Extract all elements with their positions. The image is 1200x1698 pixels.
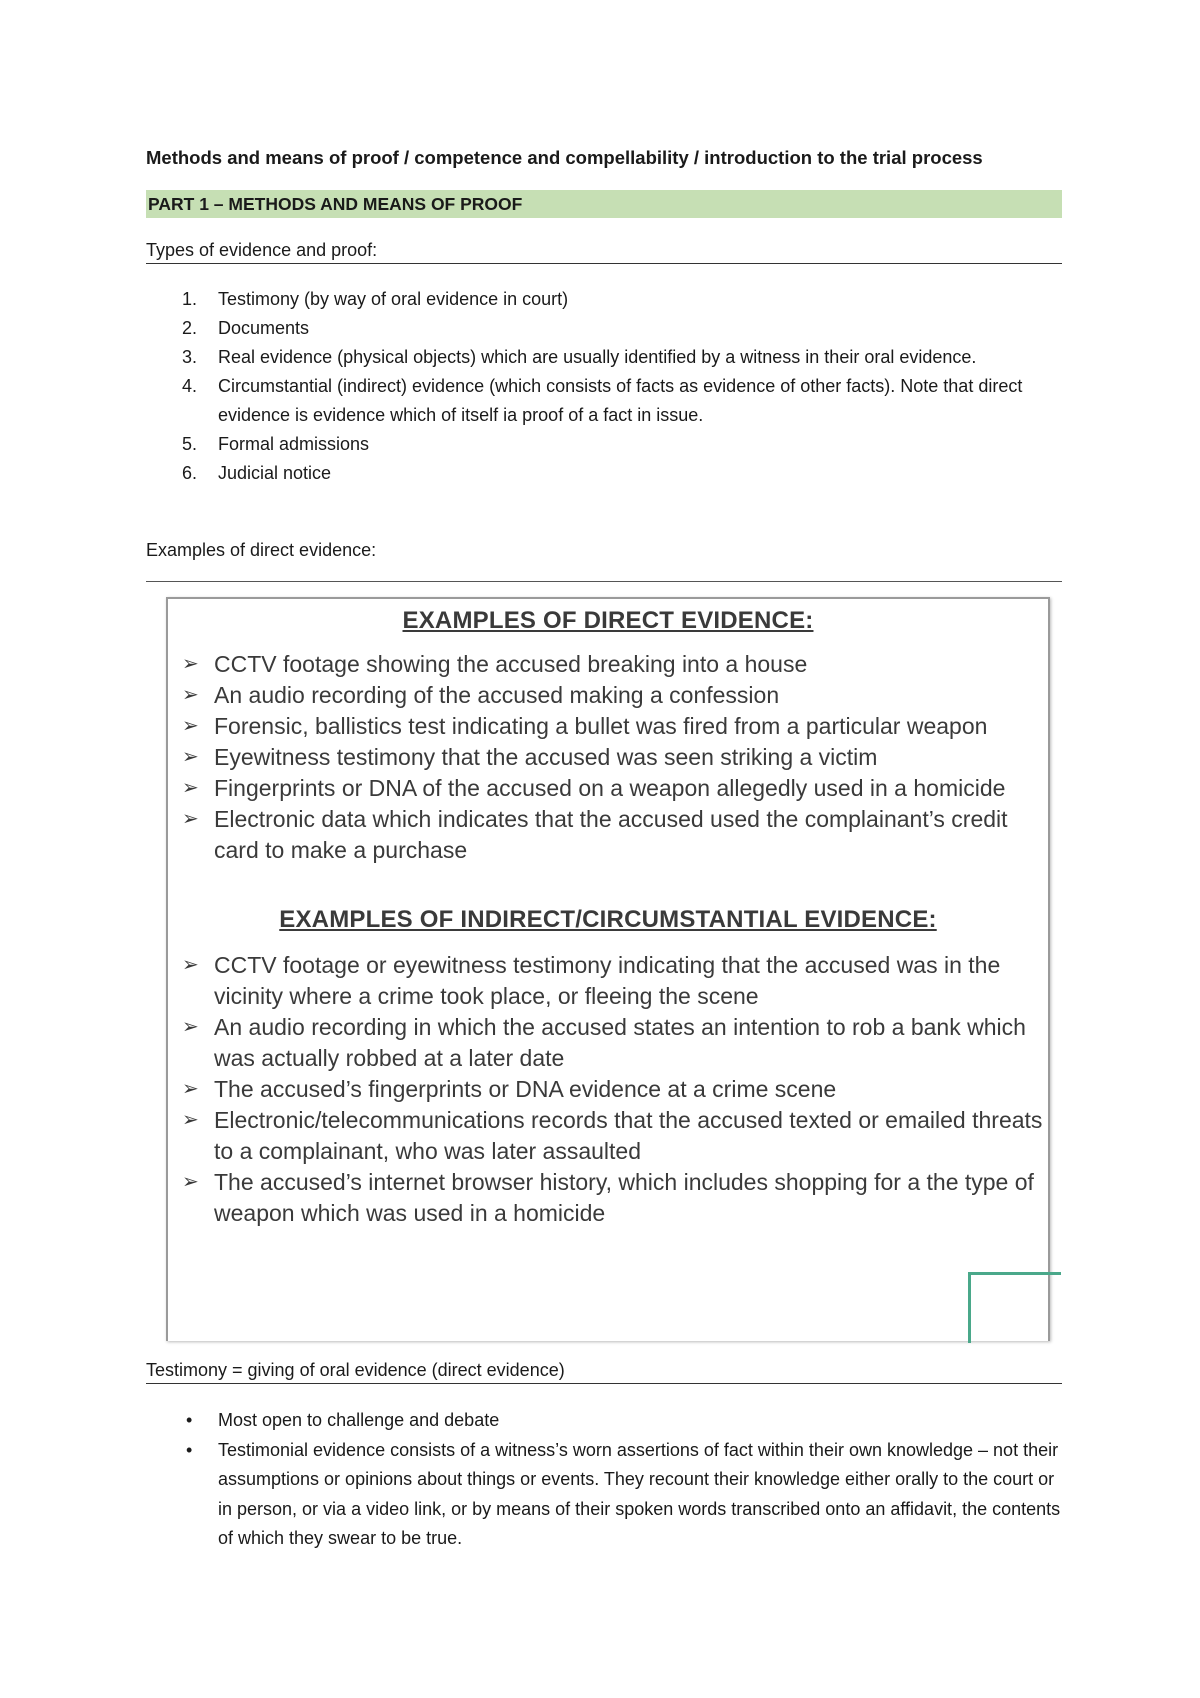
document-title: Methods and means of proof / competence and compellability / introduction to the trial process xyxy=(146,147,983,168)
item-text: An audio recording in which the accused states an intention to rob a bank which was actually robbed at a later date xyxy=(214,1014,1026,1071)
selection-handle-mark xyxy=(968,1272,1061,1343)
item-number: 4. xyxy=(182,376,198,396)
item-text: Testimony (by way of oral evidence in court) xyxy=(218,289,569,309)
list-item xyxy=(182,804,1048,866)
item-text: The accused’s fingerprints or DNA evidence at a crime scene xyxy=(214,1076,837,1102)
list-item xyxy=(146,459,1062,488)
part1-header: PART 1 – METHODS AND MEANS OF PROOF xyxy=(146,190,1062,218)
types-heading: Types of evidence and proof: xyxy=(146,240,1062,264)
indirect-evidence-heading: EXAMPLES OF INDIRECT/CIRCUMSTANTIAL EVIDENCE: xyxy=(279,906,937,933)
list-item xyxy=(182,649,1048,680)
item-text: Judicial notice xyxy=(218,463,332,483)
item-number: 2. xyxy=(182,318,198,338)
item-text: Fingerprints or DNA of the accused on a weapon allegedly used in a homicide xyxy=(214,775,1006,801)
arrow-bullet-icon: ➢ xyxy=(182,954,199,976)
item-text: The accused’s internet browser history, which includes shopping for a the type of weapon which was used in a homicide xyxy=(214,1169,1034,1226)
item-text: CCTV footage showing the accused breaking into a house xyxy=(214,651,808,677)
bullet-icon: • xyxy=(186,1439,193,1460)
arrow-bullet-icon: ➢ xyxy=(182,777,199,799)
direct-evidence-list xyxy=(168,649,1048,866)
arrow-bullet-icon: ➢ xyxy=(182,684,199,706)
list-item xyxy=(182,711,1048,742)
item-text: Testimonial evidence consists of a witness’s worn assertions of fact within their own knowledge – not their assumptions or opinions about things or events. They recount their knowledge either orally to the court or in person, or via a video link, or by means of their spoken words transcribed onto an affidavit, the contents of which they swear to be true. xyxy=(218,1439,1061,1548)
list-item xyxy=(182,1105,1048,1167)
item-text: Electronic/telecommunications records that the accused texted or emailed threats to a complainant, who was later assaulted xyxy=(214,1107,1043,1164)
list-item xyxy=(146,1436,1062,1554)
list-item xyxy=(146,372,1062,430)
list-item xyxy=(146,430,1062,459)
list-item xyxy=(182,950,1048,1012)
item-text: Forensic, ballistics test indicating a bullet was fired from a particular weapon xyxy=(214,713,988,739)
list-item xyxy=(182,1012,1048,1074)
item-text: Electronic data which indicates that the accused used the complainant’s credit card to make a purchase xyxy=(214,806,1008,863)
list-item xyxy=(182,742,1048,773)
evidence-examples-image xyxy=(166,597,1050,1341)
types-list xyxy=(146,285,1062,488)
testimony-list xyxy=(146,1406,1062,1554)
item-number: 5. xyxy=(182,434,198,454)
list-item xyxy=(182,1074,1048,1105)
arrow-bullet-icon: ➢ xyxy=(182,653,199,675)
arrow-bullet-icon: ➢ xyxy=(182,1171,199,1193)
list-item xyxy=(182,773,1048,804)
list-item xyxy=(146,1406,1062,1436)
item-text: Circumstantial (indirect) evidence (which consists of facts as evidence of other facts). Note that direct evidence is evidence which of itself ia proof of a fact in issue. xyxy=(218,376,1023,425)
arrow-bullet-icon: ➢ xyxy=(182,1016,199,1038)
list-item xyxy=(182,680,1048,711)
arrow-bullet-icon: ➢ xyxy=(182,715,199,737)
item-text: Eyewitness testimony that the accused was seen striking a victim xyxy=(214,744,878,770)
arrow-bullet-icon: ➢ xyxy=(182,808,199,830)
direct-evidence-heading: EXAMPLES OF DIRECT EVIDENCE: xyxy=(402,607,814,634)
item-text: Real evidence (physical objects) which are usually identified by a witness in their oral evidence. xyxy=(218,347,977,367)
item-number: 6. xyxy=(182,463,198,483)
item-text: Most open to challenge and debate xyxy=(218,1410,500,1430)
list-item xyxy=(146,343,1062,372)
arrow-bullet-icon: ➢ xyxy=(182,1078,199,1100)
arrow-bullet-icon: ➢ xyxy=(182,1109,199,1131)
item-text: Formal admissions xyxy=(218,434,370,454)
item-number: 1. xyxy=(182,289,198,309)
item-number: 3. xyxy=(182,347,198,367)
item-text: CCTV footage or eyewitness testimony indicating that the accused was in the vicinity where a crime took place, or fleeing the scene xyxy=(214,952,1001,1009)
divider xyxy=(146,581,1062,582)
indirect-evidence-list xyxy=(168,950,1048,1229)
list-item xyxy=(146,314,1062,343)
bullet-icon: • xyxy=(186,1410,193,1430)
item-text: Documents xyxy=(218,318,310,338)
testimony-heading: Testimony = giving of oral evidence (direct evidence) xyxy=(146,1360,1062,1384)
list-item xyxy=(146,285,1062,314)
examples-heading: Examples of direct evidence: xyxy=(146,540,377,560)
arrow-bullet-icon: ➢ xyxy=(182,746,199,768)
item-text: An audio recording of the accused making a confession xyxy=(214,682,780,708)
list-item xyxy=(182,1167,1048,1229)
